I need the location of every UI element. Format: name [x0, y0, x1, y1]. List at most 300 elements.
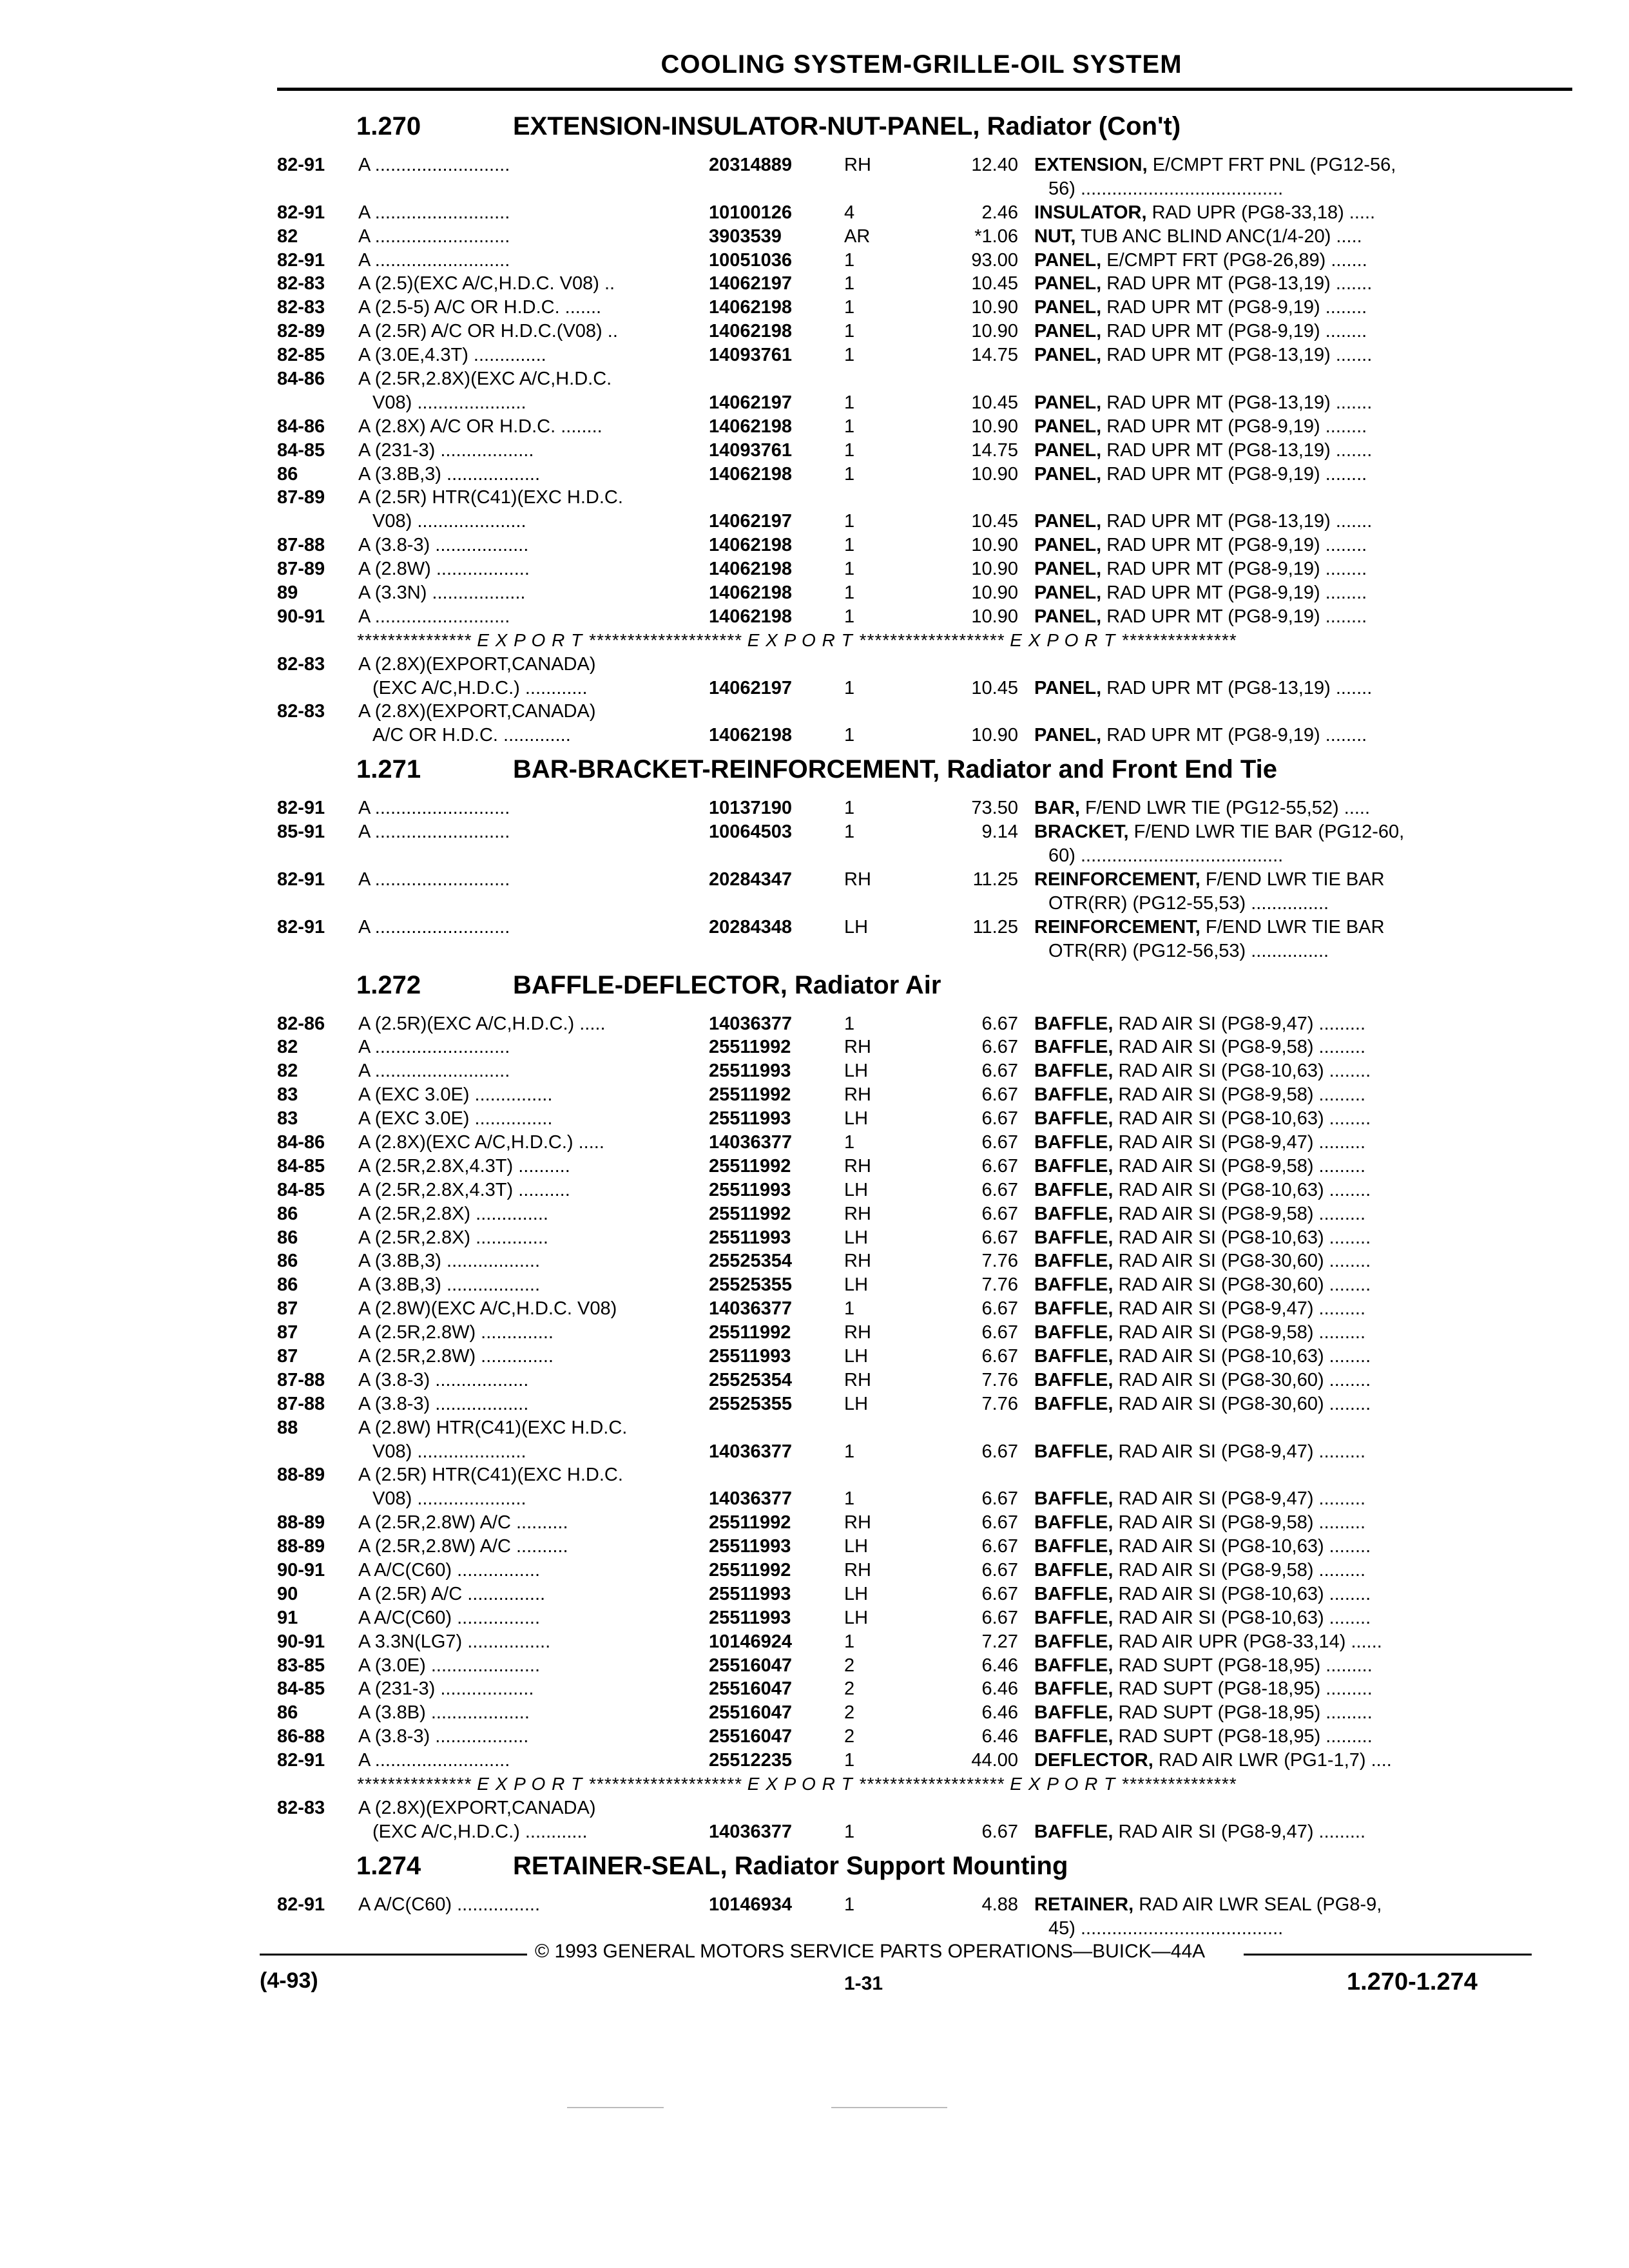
description [1048, 892, 1498, 916]
application: A (3.0E) ..................... [358, 1655, 541, 1676]
price: 7.76 [981, 1369, 1018, 1390]
table-row [0, 724, 1629, 747]
description-detail: RAD AIR SI (PG8-30,60) ........ [1113, 1393, 1371, 1414]
description [1034, 249, 1498, 273]
part-number: 25511993 [709, 1536, 791, 1557]
model-years: 90-91 [277, 606, 325, 627]
price: 7.27 [981, 1631, 1018, 1652]
model-years: 84-86 [277, 369, 325, 390]
application: A .......................... [358, 1750, 510, 1771]
price: 10.90 [971, 559, 1018, 580]
price: 6.67 [981, 1203, 1018, 1224]
description-detail: RAD UPR MT (PG8-13,19) ....... [1101, 392, 1373, 413]
table-row [0, 1606, 1629, 1630]
quantity: RH [844, 1322, 871, 1343]
price: 6.46 [981, 1702, 1018, 1724]
model-years: 82 [277, 226, 298, 247]
application: V08) ..................... [372, 392, 526, 413]
model-years: 82-83 [277, 297, 325, 318]
table-row [0, 272, 1629, 296]
application: A (2.8W) .................. [358, 559, 530, 580]
table-row [0, 1559, 1629, 1582]
table-row [0, 844, 1629, 868]
description-detail: RAD AIR SI (PG8-9,47) ......... [1113, 1298, 1366, 1320]
description [1034, 916, 1498, 939]
table-row [0, 1749, 1629, 1773]
description-noun: BAFFLE, [1034, 1227, 1113, 1248]
quantity: LH [844, 1536, 869, 1557]
table-row [0, 820, 1629, 844]
part-number: 25525354 [709, 1251, 793, 1272]
description-noun: BAFFLE, [1034, 1536, 1113, 1557]
price: 6.67 [981, 1322, 1018, 1343]
description [1034, 1226, 1498, 1250]
description [1034, 1249, 1498, 1273]
description [1034, 1654, 1498, 1678]
price: 4.88 [981, 1894, 1018, 1915]
model-years: 86-88 [277, 1726, 325, 1747]
description [1034, 1893, 1498, 1917]
quantity: LH [844, 916, 869, 937]
model-years: 87-89 [277, 487, 325, 508]
description-detail: RAD AIR SI (PG8-9,58) ......... [1113, 1512, 1366, 1533]
quantity: RH [844, 1037, 871, 1058]
quantity: 1 [844, 1894, 855, 1915]
description-detail: RAD AIR SI (PG8-10,63) ........ [1113, 1108, 1371, 1129]
quantity: 1 [844, 535, 855, 556]
application: A .......................... [358, 202, 510, 223]
description [1034, 1155, 1498, 1178]
part-number: 14062198 [709, 297, 793, 318]
footer-copyright: © 1993 GENERAL MOTORS SERVICE PARTS OPERATIONS—BUICK—44A [535, 1941, 1206, 1962]
description-noun: PANEL, [1034, 297, 1102, 318]
part-number: 25511993 [709, 1179, 791, 1200]
quantity: LH [844, 1179, 869, 1200]
description [1034, 296, 1498, 320]
description [1048, 939, 1498, 963]
quantity: LH [844, 1393, 869, 1414]
description-detail: E/CMPT FRT PNL (PG12-56, [1147, 155, 1396, 175]
price: 6.67 [981, 1488, 1018, 1510]
application: A 3.3N(LG7) ................ [358, 1631, 551, 1652]
application: A .......................... [358, 1061, 510, 1082]
quantity: LH [844, 1345, 869, 1367]
part-number: 14062198 [709, 416, 793, 437]
description-noun: BAFFLE, [1034, 1393, 1113, 1414]
section-number: 1.272 [356, 970, 421, 999]
description [1034, 1749, 1498, 1773]
model-years: 90 [277, 1583, 298, 1604]
application: A (2.5R) HTR(C41)(EXC H.D.C. [358, 487, 623, 508]
quantity: 1 [844, 1441, 855, 1462]
part-number: 10146934 [709, 1894, 793, 1915]
section-title: EXTENSION-INSULATOR-NUT-PANEL, Radiator (Con't) [513, 112, 1181, 140]
description [1034, 1369, 1498, 1392]
description-noun: BAFFLE, [1034, 1512, 1113, 1533]
part-number: 14062197 [709, 392, 793, 413]
quantity: 2 [844, 1655, 855, 1676]
table-row [0, 533, 1629, 557]
part-number: 25511993 [709, 1108, 791, 1129]
price: 73.50 [971, 798, 1018, 819]
table-row [0, 1582, 1629, 1606]
page-header: COOLING SYSTEM-GRILLE-OIL SYSTEM [660, 50, 1182, 79]
export-banner: *************** E X P O R T ******************** E X P O R T ******************* E X P O R T *************** [356, 1774, 1237, 1794]
description [1048, 1917, 1498, 1941]
description [1034, 1345, 1498, 1369]
table-row [0, 1083, 1629, 1107]
description-noun: PANEL, [1034, 535, 1102, 556]
application: A/C OR H.D.C. ............. [372, 725, 571, 746]
application: A (3.8-3) .................. [358, 1726, 529, 1747]
quantity: 2 [844, 1678, 855, 1700]
part-number: 25511992 [709, 1155, 791, 1177]
description-noun: BAFFLE, [1034, 1274, 1113, 1296]
section-title: BAFFLE-DEFLECTOR, Radiator Air [513, 970, 941, 999]
description-detail: RAD AIR UPR (PG8-33,14) ...... [1113, 1631, 1382, 1652]
quantity: 1 [844, 1013, 855, 1034]
section-heading [0, 104, 1629, 153]
table-row [0, 1202, 1629, 1226]
description-noun: PANEL, [1034, 273, 1102, 294]
application: A (2.5R,2.8W) A/C .......... [358, 1512, 568, 1533]
application: A (2.8W)(EXC A/C,H.D.C. V08) [358, 1298, 617, 1320]
model-years: 86 [277, 1702, 298, 1724]
description-noun: BAFFLE, [1034, 1559, 1113, 1581]
description-noun: BAFFLE, [1034, 1821, 1113, 1842]
quantity: RH [844, 1251, 871, 1272]
description-detail: RAD UPR MT (PG8-13,19) ....... [1101, 677, 1373, 698]
description-noun: PANEL, [1034, 582, 1102, 604]
description-detail: RAD AIR SI (PG8-10,63) ........ [1113, 1607, 1371, 1628]
description-noun: BAFFLE, [1034, 1655, 1113, 1676]
description-detail: 60) ....................................... [1048, 845, 1284, 867]
table-row [0, 320, 1629, 343]
model-years: 87 [277, 1345, 298, 1367]
application: V08) ..................... [372, 511, 526, 532]
description [1034, 1606, 1498, 1630]
description-noun: PANEL, [1034, 725, 1102, 746]
part-number: 14036377 [709, 1131, 793, 1153]
section-heading [0, 963, 1629, 1012]
part-number: 14036377 [709, 1821, 793, 1842]
quantity: 1 [844, 1821, 855, 1842]
price: 10.90 [971, 535, 1018, 556]
application: A .......................... [358, 1037, 510, 1058]
part-number: 14062197 [709, 511, 793, 532]
description-detail: RAD AIR SI (PG8-9,47) ......... [1113, 1441, 1366, 1462]
description [1034, 724, 1498, 747]
export-divider [0, 629, 1629, 653]
description-detail: RAD SUPT (PG8-18,95) ......... [1113, 1702, 1373, 1724]
section-heading [0, 1844, 1629, 1893]
table-row [0, 1392, 1629, 1416]
price: 6.67 [981, 1108, 1018, 1129]
model-years: 82-91 [277, 202, 325, 223]
table-row [0, 1654, 1629, 1678]
footer-rule-right [1244, 1954, 1532, 1956]
description-noun: BAFFLE, [1034, 1037, 1113, 1058]
scan-mark [567, 2107, 664, 2108]
price: 6.67 [981, 1559, 1018, 1581]
description-noun: PANEL, [1034, 439, 1102, 461]
model-years: 83 [277, 1108, 298, 1129]
description [1034, 1178, 1498, 1202]
table-row [0, 463, 1629, 486]
description [1034, 1582, 1498, 1606]
price: 6.46 [981, 1678, 1018, 1700]
application: A (3.8-3) .................. [358, 1369, 529, 1390]
description-noun: BAFFLE, [1034, 1726, 1113, 1747]
price: 6.46 [981, 1655, 1018, 1676]
model-years: 90-91 [277, 1631, 325, 1652]
application: A (2.5)(EXC A/C,H.D.C. V08) .. [358, 273, 615, 294]
application: (EXC A/C,H.D.C.) ............ [372, 1821, 588, 1842]
part-number: 14062198 [709, 321, 793, 342]
description-detail: RAD AIR SI (PG8-9,47) ......... [1113, 1821, 1366, 1842]
price: 11.25 [972, 869, 1018, 890]
price: 12.40 [971, 155, 1018, 175]
part-number: 10137190 [709, 798, 793, 819]
description-noun: EXTENSION, [1034, 155, 1148, 175]
part-number: 25525355 [709, 1393, 793, 1414]
price: 10.45 [971, 511, 1018, 532]
part-number: 10051036 [709, 249, 793, 271]
table-row [0, 343, 1629, 367]
table-row [0, 367, 1629, 391]
description [1034, 1725, 1498, 1749]
price: 10.45 [971, 392, 1018, 413]
description-detail: RAD AIR SI (PG8-9,58) ......... [1113, 1322, 1366, 1343]
description-noun: DEFLECTOR, [1034, 1750, 1153, 1771]
part-number: 25516047 [709, 1655, 793, 1676]
quantity: 1 [844, 463, 855, 485]
description [1034, 320, 1498, 343]
table-row [0, 1917, 1629, 1941]
model-years: 82-91 [277, 916, 325, 937]
quantity: 1 [844, 321, 855, 342]
description-detail: RAD UPR MT (PG8-9,19) ........ [1101, 416, 1367, 437]
model-years: 84-85 [277, 1678, 325, 1700]
description-detail: F/END LWR TIE BAR [1200, 916, 1385, 937]
description-detail: RAD AIR SI (PG8-9,58) ......... [1113, 1084, 1366, 1106]
description-detail: RAD AIR SI (PG8-9,47) ......... [1113, 1488, 1366, 1510]
description [1034, 439, 1498, 463]
description-detail: F/END LWR TIE BAR (PG12-60, [1128, 822, 1405, 843]
footer-section-range: 1.270-1.274 [1347, 1968, 1478, 1995]
table-row [0, 605, 1629, 629]
quantity: 2 [844, 1702, 855, 1724]
table-row [0, 1487, 1629, 1511]
application: A (2.8X)(EXC A/C,H.D.C.) ..... [358, 1131, 604, 1153]
description [1034, 1012, 1498, 1036]
table-row [0, 153, 1629, 177]
description [1034, 557, 1498, 581]
description [1034, 391, 1498, 415]
part-number: 10064503 [709, 822, 793, 843]
table-row [0, 1796, 1629, 1820]
application: A (2.5R,2.8W) .............. [358, 1322, 554, 1343]
description-detail: RAD UPR (PG8-33,18) ..... [1146, 202, 1376, 223]
description-detail: RAD UPR MT (PG8-9,19) ........ [1101, 463, 1367, 485]
quantity: 1 [844, 1750, 855, 1771]
description-detail: RAD AIR SI (PG8-9,58) ......... [1113, 1203, 1366, 1224]
application: A (2.5R,2.8X)(EXC A/C,H.D.C. [358, 369, 612, 390]
part-number: 25516047 [709, 1678, 793, 1700]
price: 10.90 [971, 463, 1018, 485]
model-years: 86 [277, 463, 298, 485]
application: A (EXC 3.0E) ............... [358, 1084, 553, 1106]
part-number: 25512235 [709, 1750, 793, 1771]
description [1034, 868, 1498, 892]
description [1034, 1630, 1498, 1654]
description-detail: RAD AIR SI (PG8-30,60) ........ [1113, 1274, 1371, 1296]
price: 6.67 [981, 1536, 1018, 1557]
quantity: 1 [844, 677, 855, 698]
price: 6.67 [981, 1512, 1018, 1533]
description [1048, 177, 1498, 201]
description-noun: BRACKET, [1034, 822, 1129, 843]
application: A (2.5R) A/C ............... [358, 1583, 546, 1604]
section-number: 1.270 [356, 112, 421, 140]
table-row [0, 1345, 1629, 1369]
part-number: 25511992 [709, 1084, 791, 1106]
description [1034, 153, 1498, 177]
application: V08) ..................... [372, 1488, 526, 1510]
table-row [0, 1463, 1629, 1487]
model-years: 82 [277, 1061, 298, 1082]
part-number: 25511993 [709, 1607, 791, 1628]
description-detail: RAD AIR SI (PG8-9,58) ......... [1113, 1037, 1366, 1058]
description-detail: RAD UPR MT (PG8-13,19) ....... [1101, 273, 1373, 294]
table-row [0, 1416, 1629, 1440]
description-noun: BAFFLE, [1034, 1108, 1113, 1129]
table-row [0, 486, 1629, 510]
application: A (2.8X)(EXPORT,CANADA) [358, 653, 596, 675]
price: 44.00 [971, 1750, 1018, 1771]
description-detail: RAD SUPT (PG8-18,95) ......... [1113, 1678, 1373, 1700]
model-years: 88-89 [277, 1465, 325, 1486]
application: A (2.5-5) A/C OR H.D.C. ....... [358, 297, 602, 318]
application: A .......................... [358, 798, 510, 819]
description [1034, 1820, 1498, 1844]
model-years: 86 [277, 1251, 298, 1272]
description-noun: PANEL, [1034, 606, 1102, 627]
description-noun: BAFFLE, [1034, 1155, 1113, 1177]
model-years: 82-83 [277, 1797, 325, 1818]
description [1034, 677, 1498, 700]
quantity: RH [844, 1203, 871, 1224]
description [1034, 1297, 1498, 1321]
part-number: 14036377 [709, 1441, 793, 1462]
application: A .......................... [358, 869, 510, 890]
description [1034, 1440, 1498, 1464]
model-years: 87-88 [277, 1369, 325, 1390]
table-row [0, 939, 1629, 963]
table-row [0, 439, 1629, 463]
quantity: RH [844, 1559, 871, 1581]
description-detail: OTR(RR) (PG12-56,53) ............... [1048, 940, 1329, 961]
model-years: 87 [277, 1298, 298, 1320]
price: 10.90 [971, 416, 1018, 437]
description-noun: BAFFLE, [1034, 1583, 1113, 1604]
table-row [0, 415, 1629, 439]
description-detail: RAD AIR LWR (PG1-1,7) .... [1153, 1750, 1392, 1771]
quantity: 1 [844, 822, 855, 843]
table-row [0, 296, 1629, 320]
description-detail: RAD UPR MT (PG8-9,19) ........ [1101, 321, 1367, 342]
model-years: 82-91 [277, 869, 325, 890]
part-number: 20284348 [709, 916, 793, 937]
description-noun: REINFORCEMENT, [1034, 869, 1200, 890]
part-number: 25511993 [709, 1345, 791, 1367]
price: 6.67 [981, 1013, 1018, 1034]
part-number: 25511992 [709, 1512, 791, 1533]
description-noun: PANEL, [1034, 321, 1102, 342]
part-number: 14093761 [709, 345, 793, 366]
description-detail: E/CMPT FRT (PG8-26,89) ....... [1101, 249, 1367, 271]
description-detail: F/END LWR TIE BAR [1200, 869, 1385, 890]
quantity: 1 [844, 606, 855, 627]
model-years: 86 [277, 1203, 298, 1224]
description-noun: REINFORCEMENT, [1034, 916, 1200, 937]
part-number: 25511992 [709, 1559, 791, 1581]
description-noun: RETAINER, [1034, 1894, 1134, 1915]
model-years: 82-91 [277, 155, 325, 175]
description-noun: BAFFLE, [1034, 1131, 1113, 1153]
price: 6.67 [981, 1821, 1018, 1842]
price: 2.46 [981, 202, 1018, 223]
table-row [0, 1630, 1629, 1654]
description-noun: BAFFLE, [1034, 1013, 1113, 1034]
model-years: 84-86 [277, 1131, 325, 1153]
description-detail: RAD AIR LWR SEAL (PG8-9, [1133, 1894, 1382, 1915]
table-row [0, 557, 1629, 581]
quantity: 1 [844, 1631, 855, 1652]
model-years: 82-83 [277, 273, 325, 294]
part-number: 14062198 [709, 463, 793, 485]
table-row [0, 1820, 1629, 1844]
part-number: 25516047 [709, 1702, 793, 1724]
part-number: 25525354 [709, 1369, 793, 1390]
quantity: RH [844, 869, 871, 890]
description [1034, 1059, 1498, 1083]
application: A (3.8B,3) .................. [358, 1251, 541, 1272]
description-noun: BAFFLE, [1034, 1345, 1113, 1367]
price: 6.67 [981, 1179, 1018, 1200]
description-detail: RAD AIR SI (PG8-10,63) ........ [1113, 1536, 1371, 1557]
table-row [0, 177, 1629, 201]
quantity: 2 [844, 1726, 855, 1747]
part-number: 14093761 [709, 439, 793, 461]
description-noun: BAFFLE, [1034, 1702, 1113, 1724]
section-number: 1.271 [356, 755, 421, 784]
price: 10.90 [971, 606, 1018, 627]
description-noun: BAFFLE, [1034, 1322, 1113, 1343]
description [1034, 1321, 1498, 1345]
table-row [0, 391, 1629, 415]
part-number: 3903539 [709, 226, 782, 247]
footer-rule-left [260, 1954, 527, 1956]
table-row [0, 1178, 1629, 1202]
quantity: 1 [844, 1488, 855, 1510]
application: A A/C(C60) ................ [358, 1894, 541, 1915]
application: A (3.8B,3) .................. [358, 1274, 541, 1296]
quantity: LH [844, 1607, 869, 1628]
quantity: RH [844, 1084, 871, 1106]
part-number: 25516047 [709, 1726, 793, 1747]
description [1034, 343, 1498, 367]
